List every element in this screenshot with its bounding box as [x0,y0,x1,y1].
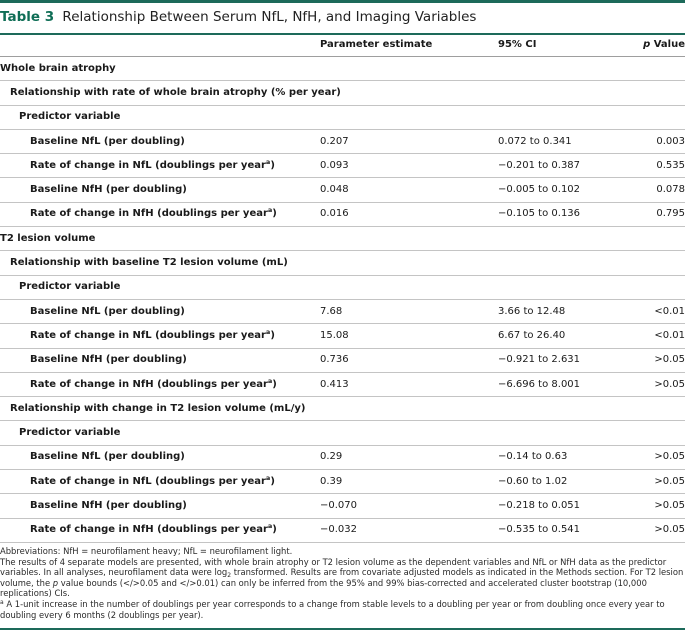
footnote-ref: a [267,376,273,385]
predictor-header-row [0,275,685,299]
parameter-estimate: 0.207 [320,129,498,153]
header-p-value [625,34,685,57]
confidence-interval: −0.60 to 1.02 [498,470,625,494]
table-notes [0,546,685,620]
predictor-name-end: ) [270,475,275,487]
header-estimate: Parameter estimate [320,34,498,57]
header-row [0,34,685,57]
section-title: T2 lesion volume [0,227,685,251]
predictor-name-end: ) [270,329,275,341]
section-row [0,57,685,81]
confidence-interval: 0.072 to 0.341 [498,129,625,153]
footnote-a [0,599,685,620]
p-value: >0.05 [625,494,685,518]
table-row [0,324,685,348]
table-row [0,129,685,153]
predictor-name [0,518,320,542]
table-body [0,57,685,543]
predictor-name-text: Rate of change in NfH (doublings per year [30,524,268,536]
predictor-header-row [0,421,685,445]
predictor-name-text: Baseline NfL (per doubling) [30,451,185,463]
parameter-estimate: 0.39 [320,470,498,494]
confidence-interval: −0.201 to 0.387 [498,154,625,178]
parameter-estimate: −0.070 [320,494,498,518]
p-value: >0.05 [625,372,685,396]
abbreviations-note: Abbreviations: NfH = neurofilament heavy; NfL = neurofilament light. [0,546,293,556]
predictor-label: Predictor variable [0,275,685,299]
predictor-name-end: ) [270,159,275,171]
footnote-ref: a [267,206,273,215]
section-title: Whole brain atrophy [0,57,685,81]
table-row [0,372,685,396]
p-value: 0.535 [625,154,685,178]
description-part-3: value bounds (</>0.05 and </>0.01) can only be inferred from the 95% and 99% bias-corrected and accelerated cluster bootstrap (10,000 replications) CIs. [0,577,647,599]
predictor-name [0,348,320,372]
description-part-2: transformed. Results are from covariate adjusted models as indicated in the Methods section. For T2 lesion volume, the [0,567,684,588]
p-value: >0.05 [625,470,685,494]
footnote-ref: a [265,327,271,336]
predictor-name-text: Baseline NfH (per doubling) [30,354,187,366]
footnote-text: A 1-unit increase in the number of doublings per year corresponds to a change from stable levels to a doubling per year or from doubling once every year to doubling every 6 months (2 doublings per year). [0,598,665,620]
predictor-name [0,154,320,178]
predictor-name [0,129,320,153]
table-row [0,348,685,372]
p-value: <0.01 [625,299,685,323]
description-p: p [52,577,59,588]
p-value: <0.01 [625,324,685,348]
relationship-row [0,251,685,275]
header-variable [0,34,320,57]
section-row [0,227,685,251]
header-p-italic: p [643,39,651,50]
predictor-name-end: ) [272,524,277,536]
table-row [0,299,685,323]
predictor-name [0,299,320,323]
p-value: 0.795 [625,202,685,226]
confidence-interval: −0.921 to 2.631 [498,348,625,372]
p-value: >0.05 [625,518,685,542]
predictor-name-text: Baseline NfL (per doubling) [30,305,185,317]
predictor-header-row [0,105,685,129]
parameter-estimate: 15.08 [320,324,498,348]
relationship-row [0,397,685,421]
predictor-name-text: Rate of change in NfH (doublings per year [30,208,268,220]
predictor-name [0,202,320,226]
confidence-interval: −0.005 to 0.102 [498,178,625,202]
relationship-title: Relationship with rate of whole brain atrophy (% per year) [0,81,685,105]
predictor-label: Predictor variable [0,105,685,129]
header-ci: 95% CI [498,34,625,57]
predictor-name-end: ) [272,208,277,220]
confidence-interval: −0.14 to 0.63 [498,445,625,469]
header-p-rest: Value [650,39,685,50]
bottom-rule [0,628,685,630]
parameter-estimate: 0.736 [320,348,498,372]
footnote-ref: a [265,157,271,166]
predictor-name-text: Baseline NfH (per doubling) [30,499,187,511]
parameter-estimate: 0.048 [320,178,498,202]
table-caption [0,9,476,25]
p-value: 0.078 [625,178,685,202]
p-value: 0.003 [625,129,685,153]
description-part-1: The results of 4 separate models are presented, with whole brain atrophy or T2 lesion volume as the dependent variables and NfL or NfH data as the predictor variables. In all analyses, neurofilament data were log [0,556,667,578]
predictor-name-end: ) [272,378,277,390]
parameter-estimate: 0.413 [320,372,498,396]
confidence-interval: −0.535 to 0.541 [498,518,625,542]
predictor-name-text: Rate of change in NfH (doublings per year [30,378,268,390]
confidence-interval: −6.696 to 8.001 [498,372,625,396]
table-row [0,470,685,494]
predictor-name [0,324,320,348]
parameter-estimate: −0.032 [320,518,498,542]
confidence-interval: 3.66 to 12.48 [498,299,625,323]
table-row [0,518,685,542]
predictor-name-text: Rate of change in NfL (doublings per year [30,329,266,341]
predictor-name-text: Baseline NfL (per doubling) [30,135,185,147]
confidence-interval: −0.105 to 0.136 [498,202,625,226]
table-row [0,445,685,469]
footnote-ref: a [267,522,273,531]
predictor-name [0,372,320,396]
table-row [0,494,685,518]
parameter-estimate: 7.68 [320,299,498,323]
relationship-title: Relationship with change in T2 lesion volume (mL/y) [0,397,685,421]
table-label: Table 3 [0,9,55,25]
table-row [0,154,685,178]
predictor-name-text: Baseline NfH (per doubling) [30,184,187,196]
p-value: >0.05 [625,445,685,469]
top-rule [0,0,685,3]
predictor-name [0,178,320,202]
p-value: >0.05 [625,348,685,372]
footnote-ref: a [265,473,271,482]
confidence-interval: 6.67 to 26.40 [498,324,625,348]
parameter-estimate: 0.016 [320,202,498,226]
predictor-name [0,494,320,518]
predictor-name-text: Rate of change in NfL (doublings per year [30,475,266,487]
data-table [0,34,685,543]
relationship-row [0,81,685,105]
relationship-title: Relationship with baseline T2 lesion volume (mL) [0,251,685,275]
predictor-name [0,445,320,469]
footnote-marker: a [0,598,4,606]
table-title: Relationship Between Serum NfL, NfH, and Imaging Variables [62,9,477,25]
predictor-name-text: Rate of change in NfL (doublings per year [30,159,266,171]
table-row [0,178,685,202]
parameter-estimate: 0.29 [320,445,498,469]
predictor-name [0,470,320,494]
table-row [0,202,685,226]
parameter-estimate: 0.093 [320,154,498,178]
confidence-interval: −0.218 to 0.051 [498,494,625,518]
log-subscript: 2 [227,572,232,580]
description-note [0,557,685,599]
predictor-label: Predictor variable [0,421,685,445]
